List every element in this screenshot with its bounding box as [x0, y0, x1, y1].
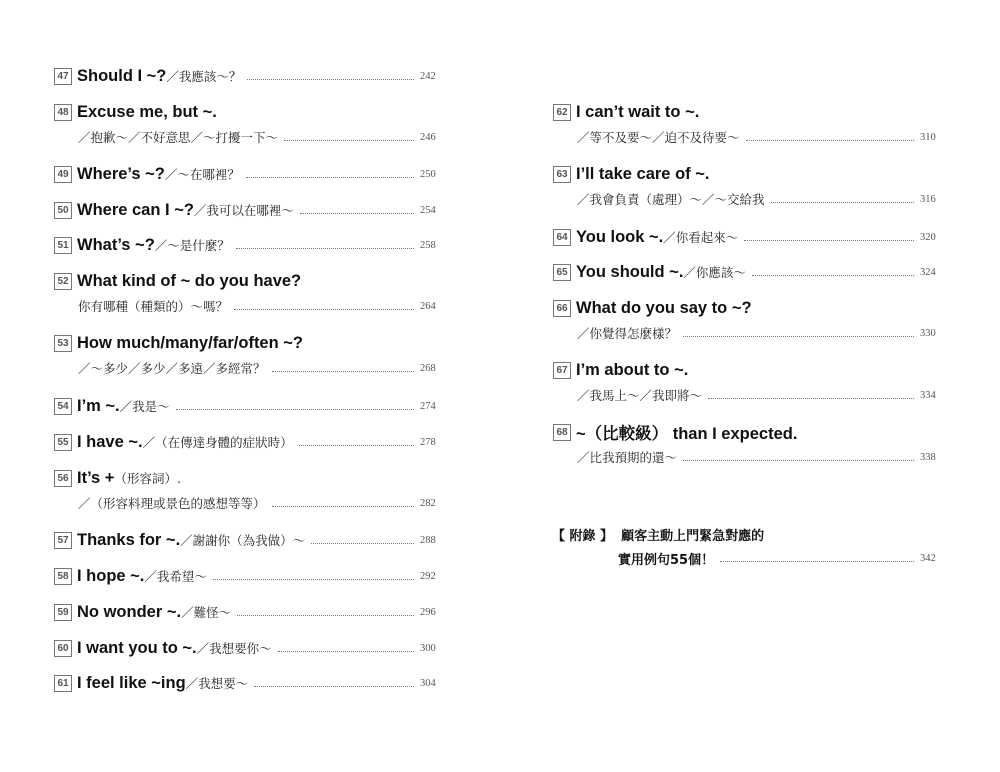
dot-leader — [708, 398, 914, 399]
entry-english-phrase: It’s + — [77, 468, 115, 487]
toc-entry-49[interactable] — [54, 163, 446, 185]
dot-leader — [236, 248, 414, 249]
entry-chinese-meaning: ／等不及要～／迫不及待要～ — [577, 130, 740, 145]
entry-page-number: 254 — [420, 204, 436, 216]
entry-page-number: 320 — [920, 231, 936, 243]
toc-entry-54[interactable] — [54, 395, 446, 417]
dot-leader — [720, 561, 914, 562]
entry-english-phrase: Where can I ~? — [77, 200, 194, 219]
entry-english-phrase: I have ~. — [77, 432, 143, 451]
entry-number-badge: 60 — [54, 640, 72, 657]
appendix-subtitle-row — [618, 547, 946, 569]
dot-leader — [278, 651, 414, 652]
entry-page-number: 316 — [920, 193, 936, 205]
entry-number-badge: 48 — [54, 104, 72, 121]
entry-english-phrase: I hope ~. — [77, 566, 145, 585]
entry-number-badge: 56 — [54, 470, 72, 487]
entry-page-number: 282 — [420, 497, 436, 509]
entry-page-number: 250 — [420, 168, 436, 180]
entry-english-phrase: I want you to ~. — [77, 638, 197, 657]
toc-entry-53[interactable] — [54, 332, 446, 354]
dot-leader — [299, 445, 414, 446]
toc-entry-subline — [78, 126, 446, 148]
entry-chinese-meaning: ／（形容料理或景色的感想等等） — [78, 496, 266, 511]
entry-number-badge: 59 — [54, 604, 72, 621]
entry-number-badge: 66 — [553, 300, 571, 317]
toc-entry-63[interactable] — [553, 163, 946, 185]
entry-english-phrase: Excuse me, but ~. — [77, 102, 217, 121]
dot-leader — [752, 275, 914, 276]
toc-entry-61[interactable] — [54, 672, 446, 694]
entry-chinese-meaning: ／～在哪裡？ — [164, 167, 240, 182]
toc-entry-56[interactable] — [54, 467, 446, 489]
entry-number-badge: 55 — [54, 434, 72, 451]
dot-leader — [744, 240, 914, 241]
entry-number-badge: 64 — [553, 229, 571, 246]
entry-chinese-meaning: ／（在傳達身體的症狀時） — [142, 435, 293, 450]
entry-page-number: 304 — [420, 677, 436, 689]
entry-chinese-meaning: ／我會負責（處理）～／～交給我 — [577, 192, 765, 207]
toc-entry-50[interactable] — [54, 199, 446, 221]
entry-number-badge: 54 — [54, 398, 72, 415]
appendix-label: 【 附錄 】 — [552, 528, 614, 544]
entry-chinese-meaning: ／我想要～ — [185, 676, 249, 691]
dot-leader — [746, 140, 914, 141]
entry-english-phrase: What’s ~? — [77, 235, 155, 254]
entry-page-number: 324 — [920, 266, 936, 278]
toc-entry-subline — [577, 446, 946, 468]
entry-number-badge: 47 — [54, 68, 72, 85]
entry-chinese-meaning: ／我馬上～／我即將～ — [577, 388, 703, 403]
entry-chinese-meaning: ／比我預期的還～ — [577, 450, 678, 465]
entry-chinese-meaning: ／我應該～？ — [166, 69, 242, 84]
entry-page-number: 334 — [920, 389, 936, 401]
entry-page-number: 330 — [920, 327, 936, 339]
entry-page-number: 296 — [420, 606, 436, 618]
entry-chinese-meaning: ／我是～ — [119, 399, 170, 414]
appendix-title: 顧客主動上門緊急對應的 — [621, 528, 765, 544]
entry-english-phrase: ~（比較級） than I expected. — [576, 425, 798, 443]
entry-page-number: 292 — [420, 570, 436, 582]
entry-chinese-meaning: 你有哪種（種類的）～嗎？ — [78, 299, 229, 314]
entry-english-phrase: Where’s ~? — [77, 164, 165, 183]
entry-chinese-meaning: ／我想要你～ — [196, 641, 272, 656]
toc-entry-subline — [577, 384, 946, 406]
entry-number-badge: 62 — [553, 104, 571, 121]
entry-chinese-meaning: ／你覺得怎麼樣？ — [577, 326, 678, 341]
entry-chinese-meaning: ／你應該～ — [683, 265, 746, 280]
dot-leader — [254, 686, 414, 687]
entry-number-badge: 52 — [54, 273, 72, 290]
dot-leader — [234, 309, 414, 310]
toc-entry-58[interactable] — [54, 565, 446, 587]
entry-english-phrase: How much/many/far/often ~? — [77, 333, 303, 352]
entry-number-badge: 49 — [54, 166, 72, 183]
entry-english-phrase: I feel like ~ing — [77, 673, 186, 692]
entry-page-number: 264 — [420, 300, 436, 312]
toc-entry-subline — [577, 188, 946, 210]
toc-entry-57[interactable] — [54, 529, 446, 551]
entry-chinese-meaning: ／我希望～ — [144, 569, 207, 584]
entry-english-phrase: Thanks for ~. — [77, 530, 181, 549]
entry-number-badge: 51 — [54, 237, 72, 254]
dot-leader — [237, 615, 414, 616]
entry-page-number: 242 — [420, 70, 436, 82]
entry-number-badge: 50 — [54, 202, 72, 219]
entry-chinese-meaning: （形容詞）. — [114, 471, 181, 486]
dot-leader — [272, 506, 414, 507]
dot-leader — [247, 79, 414, 80]
dot-leader — [284, 140, 414, 141]
toc-entry-55[interactable] — [54, 431, 446, 453]
entry-number-badge: 67 — [553, 362, 571, 379]
entry-english-phrase: No wonder ~. — [77, 602, 182, 621]
entry-number-badge: 53 — [54, 335, 72, 352]
entry-number-badge: 63 — [553, 166, 571, 183]
entry-page-number: 246 — [420, 131, 436, 143]
appendix-heading-row — [552, 523, 764, 545]
entry-page-number: 300 — [420, 642, 436, 654]
entry-number-badge: 58 — [54, 568, 72, 585]
entry-number-badge: 61 — [54, 675, 72, 692]
toc-entry-66[interactable] — [553, 297, 946, 319]
entry-chinese-meaning: ／難怪～ — [181, 605, 232, 620]
entry-page-number: 338 — [920, 451, 936, 463]
toc-entry-67[interactable] — [553, 359, 946, 381]
toc-entry-68[interactable] — [553, 421, 946, 443]
toc-entry-subline — [78, 295, 446, 317]
entry-page-number: 268 — [420, 362, 436, 374]
entry-english-phrase: What kind of ~ do you have? — [77, 271, 302, 290]
toc-entry-60[interactable] — [54, 637, 446, 659]
entry-chinese-meaning: ／你看起來～ — [663, 230, 739, 245]
toc-entry-59[interactable] — [54, 601, 446, 623]
dot-leader — [683, 336, 914, 337]
dot-leader — [311, 543, 414, 544]
entry-english-phrase: What do you say to ~? — [576, 298, 752, 317]
entry-page-number: 278 — [420, 436, 436, 448]
dot-leader — [272, 371, 414, 372]
entry-page-number: 288 — [420, 534, 436, 546]
toc-entry-subline — [577, 126, 946, 148]
entry-english-phrase: Should I ~? — [77, 66, 167, 85]
toc-entry-subline — [78, 492, 446, 514]
dot-leader — [771, 202, 914, 203]
dot-leader — [683, 460, 914, 461]
entry-chinese-meaning: ／～是什麼？ — [154, 238, 230, 253]
entry-page-number: 274 — [420, 400, 436, 412]
entry-english-phrase: I can’t wait to ~. — [576, 102, 700, 121]
appendix-page-number: 342 — [920, 552, 936, 564]
entry-number-badge: 68 — [553, 424, 571, 441]
entry-chinese-meaning: ／謝謝你（為我做）～ — [180, 533, 306, 548]
toc-entry-51[interactable] — [54, 234, 446, 256]
toc-entry-62[interactable] — [553, 101, 946, 123]
dot-leader — [246, 177, 414, 178]
toc-entry-subline — [577, 322, 946, 344]
toc-entry-64[interactable] — [553, 226, 946, 248]
entry-number-badge: 57 — [54, 532, 72, 549]
toc-entry-47[interactable] — [54, 65, 446, 87]
dot-leader — [176, 409, 414, 410]
entry-english-phrase: You should ~. — [576, 262, 684, 281]
entry-chinese-meaning: ／我可以在哪裡～ — [193, 203, 294, 218]
entry-chinese-meaning: ／～多少／多少／多遠／多經常？ — [78, 361, 266, 376]
entry-page-number: 310 — [920, 131, 936, 143]
entry-number-badge: 65 — [553, 264, 571, 281]
entry-chinese-meaning: ／抱歉～／不好意思／～打擾一下～ — [78, 130, 279, 145]
toc-entry-65[interactable] — [553, 261, 946, 283]
toc-entry-48[interactable] — [54, 101, 446, 123]
entry-english-phrase: You look ~. — [576, 227, 664, 246]
dot-leader — [300, 213, 414, 214]
toc-entry-52[interactable] — [54, 270, 446, 292]
dot-leader — [213, 579, 414, 580]
entry-english-phrase: I’m about to ~. — [576, 360, 689, 379]
entry-english-phrase: I’m ~. — [77, 396, 120, 415]
entry-english-phrase: I’ll take care of ~. — [576, 164, 710, 183]
entry-page-number: 258 — [420, 239, 436, 251]
appendix-subtitle: 實用例句55個！ — [618, 552, 715, 568]
toc-entry-subline — [78, 357, 446, 379]
